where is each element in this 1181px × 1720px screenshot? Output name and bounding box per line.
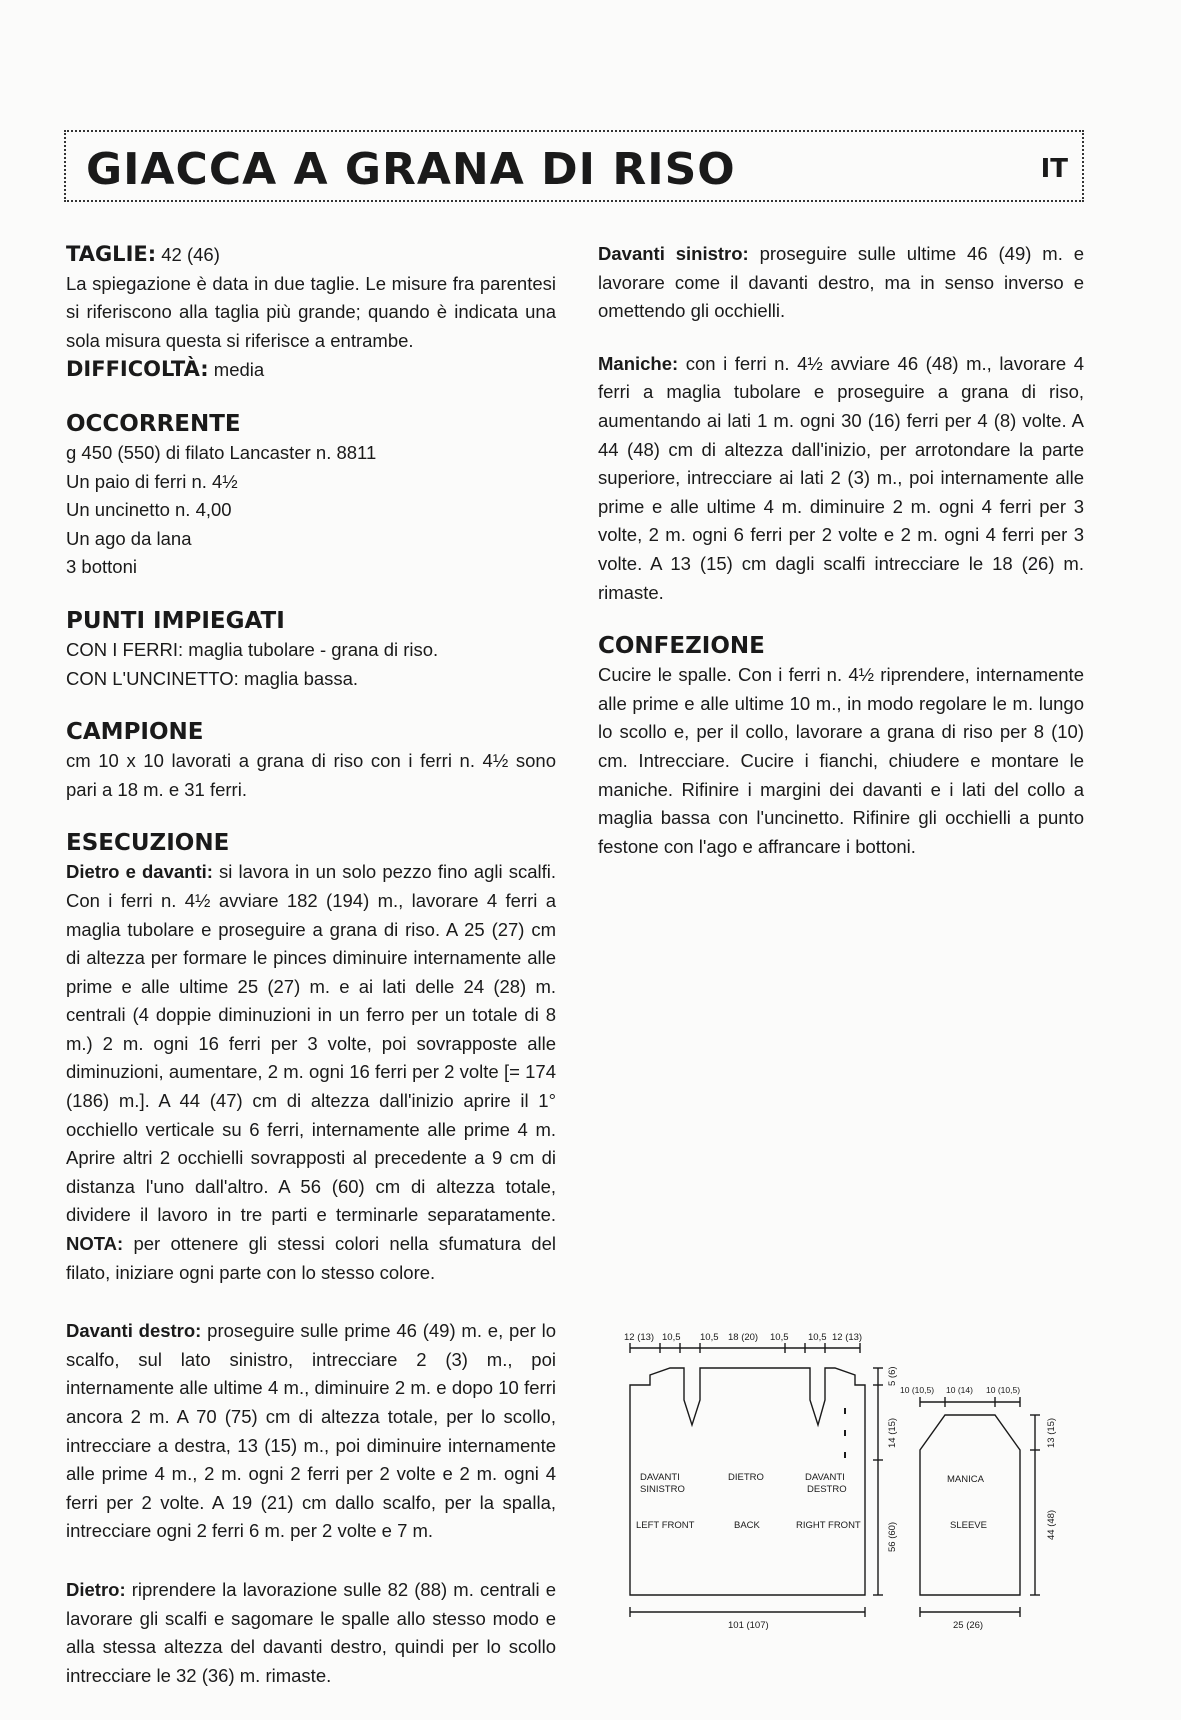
campione-heading: CAMPIONE xyxy=(66,719,204,746)
measure-label: 10 (14) xyxy=(946,1385,973,1395)
paragraph-lead: Davanti sinistro: xyxy=(598,243,749,264)
esecuzione-heading: ESECUZIONE xyxy=(66,830,230,857)
schematic-svg xyxy=(610,1330,1080,1630)
measure-label: 44 (48) xyxy=(1046,1509,1057,1540)
spacer xyxy=(66,693,556,717)
piece-label: DAVANTI xyxy=(805,1472,845,1483)
difficolta-line xyxy=(66,355,556,385)
occorrente-item: g 450 (550) di filato Lancaster n. 8811 xyxy=(66,441,377,463)
piece-label: LEFT FRONT xyxy=(636,1520,695,1531)
taglie-heading: TAGLIE: xyxy=(66,242,157,266)
measure-label: 14 (15) xyxy=(887,1417,898,1448)
occorrente-item: Un paio di ferri n. 4½ xyxy=(66,470,238,492)
measure-label: 10 (10,5) xyxy=(986,1385,1021,1395)
piece-label: BACK xyxy=(734,1520,760,1531)
paragraph-text: proseguire sulle ultime 46 (49) m. e lavorare come il davanti destro, ma in senso inverso e omettendo gli occhielli. xyxy=(598,243,1085,322)
difficolta-value: media xyxy=(208,359,265,381)
occorrente-item: Un uncinetto n. 4,00 xyxy=(66,499,232,521)
occorrente-item: Un ago da lana xyxy=(66,527,192,549)
paragraph-lead: Dietro: xyxy=(66,1578,126,1600)
paragraph-lead: Dietro e davanti: xyxy=(66,861,213,883)
piece-label: RIGHT FRONT xyxy=(796,1520,861,1531)
campione-text: cm 10 x 10 lavorati a grana di riso con i ferri n. 4½ sono pari a 18 m. e 31 ferri. xyxy=(66,750,556,800)
right-column xyxy=(598,240,1084,861)
sleeve-outline xyxy=(920,1415,1020,1595)
left-column xyxy=(66,240,556,1690)
measure-label: 10,5 xyxy=(662,1332,681,1343)
spacer xyxy=(66,385,556,409)
measure-label: 56 (60) xyxy=(887,1521,898,1552)
measure-label: 5 (6) xyxy=(887,1366,898,1386)
confezione-heading: CONFEZIONE xyxy=(598,633,765,660)
measure-label: 12 (13) xyxy=(832,1332,863,1343)
piece-label: DESTRO xyxy=(807,1484,847,1495)
difficolta-heading: DIFFICOLTÀ: xyxy=(66,357,209,382)
paragraph-text: riprendere la lavorazione sulle 82 (88) m. centrali e lavorare gli scalfi e sagomare le spalle allo stesso modo e alla stessa altezza del davanti destro, quindi per lo scollo intrecciare le 32 (36) m. rimaste. xyxy=(66,1578,556,1686)
paragraph-lead: Davanti destro: xyxy=(66,1320,202,1342)
occorrente-item: 3 bottoni xyxy=(66,556,137,578)
paragraph-text: si lavora in un solo pezzo fino agli scalfi. Con i ferri n. 4½ avviare 182 (194) m., lavorare 4 ferri a maglia tubolare e proseguire a grana di riso. A 25 (27) cm di altezza per formare le pinces diminuire internamente alle prime e alle ultime 25 (27) m. e ai lati delle 24 (28) m. centrali (4 doppie diminuzioni in un ferro per un totale di 8 m.) 2 m. ogni 16 ferri per 3 volte, poi sovrapposte alle diminuzioni, aumentare, 2 m. ogni 16 ferri per 2 volte [= 174 (186) m.]. A 44 (47) cm di altezza dall'inizio aprire il 1° occhiello verticale su 6 ferri, internamente alle prime 4 m. Aprire altri 2 occhielli sovrapposti al precedente a 9 cm di distanza l'uno dall'altro. A 56 (60) cm di altezza totale, dividere il lavoro in tre parti e terminarle separatamente. xyxy=(66,861,556,1226)
measure-label: 10,5 xyxy=(700,1332,719,1343)
punti-item: CON L'UNCINETTO: maglia bassa. xyxy=(66,667,359,689)
language-tag: IT xyxy=(1040,154,1068,184)
punti-heading: PUNTI IMPIEGATI xyxy=(66,607,285,634)
esecuzione-paragraph-3 xyxy=(66,1576,556,1690)
piece-label: DAVANTI xyxy=(640,1472,680,1483)
page-title: GIACCA A GRANA DI RISO xyxy=(86,144,736,195)
spacer xyxy=(66,1546,556,1576)
confezione-text: Cucire le spalle. Con i ferri n. 4½ riprendere, internamente alle prime e alle ultime 10 m., in modo regolare le m. lungo lo scollo e, per il collo, lavorare a grana di riso per 8 (10) cm. Intrecciare. Cucire i fianchi, chiudere e montare le maniche. Rifinire i margini dei davanti e i lati del collo a maglia bassa con l'uncinetto. Rifinire gli occhielli a punto festone con l'ago e affrancare i bottoni. xyxy=(598,664,1084,857)
measure-label: 101 (107) xyxy=(728,1620,769,1630)
measure-label: 18 (20) xyxy=(728,1332,759,1343)
paragraph-text: con i ferri n. 4½ avviare 46 (48) m., lavorare 4 ferri a maglia tubolare e proseguire a grana di riso, aumentando ai lati 1 m. ogni 30 (16) ferri per 4 (8) volte. A 44 (48) cm di altezza dall'inizio, per arrotondare la parte superiore, intrecciare ai lati 2 (3) m., poi internamente alle prime e alle ultime 4 m. diminuire 2 m. ogni 4 ferri per 3 volte, 2 m. ogni 6 ferri per 2 volte e 2 m. ogni 4 ferri per 3 volte. A 13 (15) cm dagli scalfi intrecciare le 18 (26) m. rimaste. xyxy=(598,352,1084,603)
spacer xyxy=(598,607,1084,631)
occorrente-heading: OCCORRENTE xyxy=(66,410,241,437)
esecuzione-paragraph-4 xyxy=(598,240,1084,326)
title-box xyxy=(64,130,1084,202)
spacer xyxy=(66,582,556,606)
measure-label: 12 (13) xyxy=(624,1332,655,1343)
spacer xyxy=(66,1287,556,1317)
measure-label: 10,5 xyxy=(770,1332,789,1343)
taglie-text: La spiegazione è data in due taglie. Le misure fra parentesi si riferiscono alla taglia più grande; quando è indicata una sola misura questa si riferisce a entrambe. xyxy=(66,272,556,351)
piece-label: DIETRO xyxy=(728,1472,764,1483)
garment-schematic xyxy=(610,1330,1080,1630)
punti-item: CON I FERRI: maglia tubolare - grana di riso. xyxy=(66,638,439,660)
piece-label: SINISTRO xyxy=(640,1484,685,1495)
taglie-value: 42 (46) xyxy=(156,244,220,265)
esecuzione-paragraph-2 xyxy=(66,1317,556,1546)
measure-label: 25 (26) xyxy=(953,1620,984,1630)
measure-label: 10 (10,5) xyxy=(900,1385,935,1395)
piece-label: MANICA xyxy=(947,1474,984,1485)
spacer xyxy=(598,326,1084,350)
paragraph-text: proseguire sulle prime 46 (49) m. e, per lo scalfo, sul lato sinistro, intrecciare 2 (3) m., poi internamente alle ultime 4 m., diminuire 2 m. e dopo 10 ferri ancora 2 m. A 70 (75) cm di altezza totale, per lo scollo, intrecciare a destra, 13 (15) m., poi diminuire internamente alle prime 4 m., 2 m. ogni 2 ferri per 2 volte e 2 m. ogni 4 ferri per 2 volte. A 19 (21) cm dallo scalfo, per la spalla, intrecciare ogni 2 ferri 6 m. per 2 volte e 7 m. xyxy=(66,1320,556,1542)
spacer xyxy=(66,804,556,828)
note-lead: NOTA: xyxy=(66,1233,124,1255)
esecuzione-paragraph-5 xyxy=(598,350,1084,607)
piece-label: SLEEVE xyxy=(950,1520,987,1531)
measure-label: 13 (15) xyxy=(1046,1417,1057,1448)
measure-label: 10,5 xyxy=(808,1332,827,1343)
note-text: per ottenere gli stessi colori nella sfumatura del filato, iniziare ogni parte con lo stesso colore. xyxy=(66,1233,556,1283)
esecuzione-paragraph-1 xyxy=(66,858,556,1287)
taglie-line xyxy=(66,240,556,270)
paragraph-lead: Maniche: xyxy=(598,352,679,374)
